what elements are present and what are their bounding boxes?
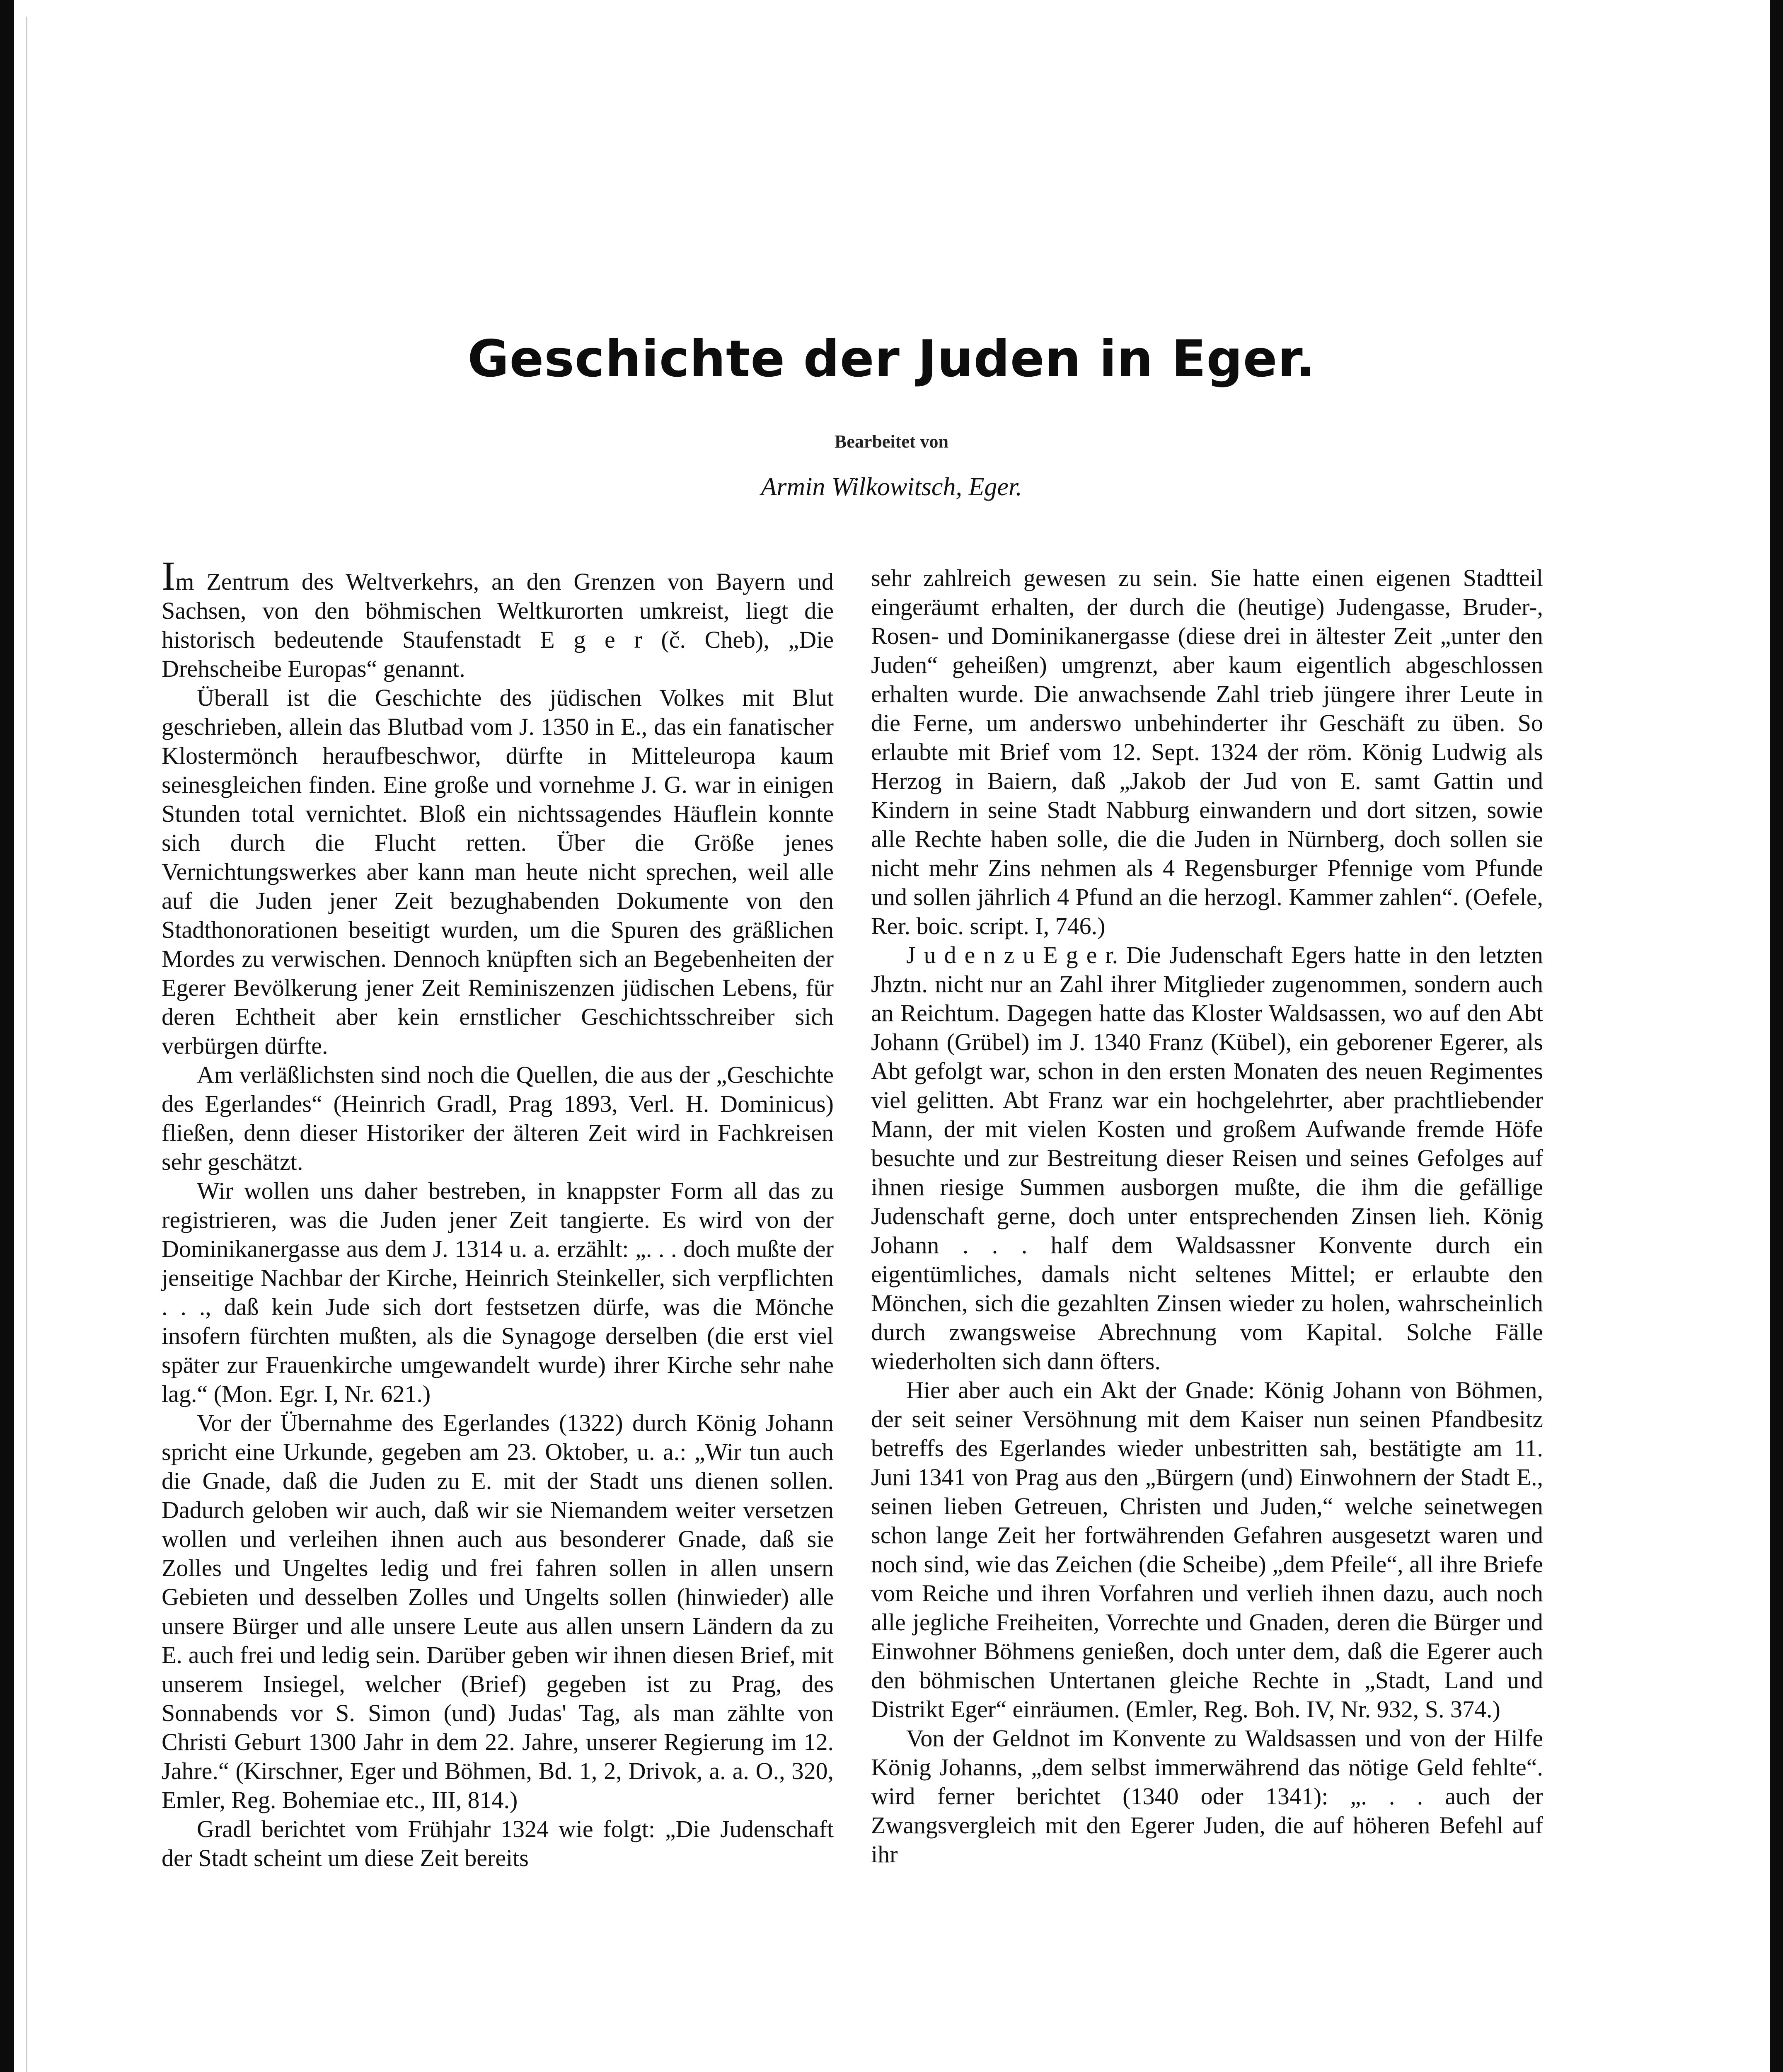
right-column [871, 564, 1543, 1869]
paragraph: Hier aber auch ein Akt der Gnade: König Johann von Böhmen, der seit seiner Versöhnung mit dem Kaiser nun seinen Pfandbesitz betreffs des Egerlandes wieder unbestritten sah, bestätigte am 11. Juni 1341 von Prag aus den „Bürgern (und) Einwohnern der Stadt E., seinen lieben Getreuen, Christen und Juden,“ welche seinetwegen schon lange Zeit her fortwährenden Gefahren ausgesetzt waren und noch sind, wie das Zeichen (die Scheibe) „dem Pfeile“, all ihre Briefe vom Reiche und ihren Vorfahren und verlieh ihnen dazu, auch noch alle jegliche Freiheiten, Vorrechte und Gnaden, deren die Bürger und Einwohner Böhmens genießen, doch unter dem, daß die Egerer auch den böhmischen Untertanen gleiche Rechte in „Stadt, Land und Distrikt Eger“ einräumen. (Emler, Reg. Boh. IV, Nr. 932, S. 374.) [871, 1377, 1543, 1723]
paragraph: Überall ist die Geschichte des jüdischen Volkes mit Blut geschrieben, allein das Blutbad vom J. 1350 in E., das ein fanatischer Klostermönch heraufbeschwor, dürfte in Mitteleuropa kaum seinesgleichen finden. Eine große und vornehme J. G. war in einigen Stunden total vernichtet. Bloß ein nichtssagendes Häuflein konnte sich durch die Flucht retten. Über die Größe jenes Vernichtungswerkes aber kann man heute nicht sprechen, weil alle auf die Juden jener Zeit bezughabenden Dokumente von den Stadthonorationen beseitigt wurden, um die Spuren des gräßlichen Mordes zu verwischen. Dennoch knüpften sich an Begebenheiten der Egerer Bevölkerung jener Zeit Reminiszenzen jüdischen Lebens, für deren Echtheit aber kein ernstlicher Geschichtsschreiber sich verbürgen dürfte. [162, 684, 834, 1059]
left-column [162, 553, 834, 1873]
page-edge-line [26, 17, 27, 2072]
byline: Bearbeitet von [835, 431, 948, 452]
paragraph-text: m Zentrum des Weltverkehrs, an den Grenzen von Bayern und Sachsen, von den böhmischen Weltkurorten umkreist, liegt die historisch bedeutende Staufenstadt E g e r (č. Cheb), „Die Drehscheibe Europas“ genannt. [162, 568, 834, 682]
paragraph: Von der Geldnot im Konvente zu Waldsassen und von der Hilfe König Johanns, „dem selbst immerwährend das nötige Geld fehlte“. wird ferner berichtet (1340 oder 1341): „. . . auch der Zwangsvergleich mit den Egerer Juden, die auf höheren Befehl auf ihr [871, 1725, 1543, 1868]
drop-cap: I [162, 553, 176, 599]
paragraph: J u d e n z u E g e r. Die Judenschaft Egers hatte in den letzten Jhztn. nicht nur an Zahl ihrer Mitglieder zugenommen, sondern auch an Reichtum. Dagegen hatte das Kloster Waldsassen, wo auf den Abt Johann (Grübel) im J. 1340 Franz (Kübel), ein geborener Egerer, als Abt gefolgt war, schon in den ersten Monaten des neuen Regimentes viel gelitten. Abt Franz war ein hochgelehrter, aber prachtliebender Mann, der mit vielen Kosten und großem Aufwande fremde Höfe besuchte und zur Bestreitung dieser Reisen und seines Gefolges auf ihnen riesige Summen ausborgen mußte, die ihm die gefällige Judenschaft gerne, doch unter entsprechenden Zinsen lieh. König Johann . . . half dem Waldsassner Konvente durch ein eigentümliches, damals nicht seltenes Mittel; er erlaubte den Mönchen, sich die gezahlten Zinsen wieder zu holen, wahrscheinlich durch zwangsweise Abrechnung vom Kapital. Solche Fälle wiederholten sich dann öfters. [871, 942, 1543, 1375]
scan-border-right [1770, 0, 1783, 2072]
article-title: Geschichte der Juden in Eger. [467, 329, 1316, 388]
paragraph: sehr zahlreich gewesen zu sein. Sie hatte einen eigenen Stadtteil eingeräumt erhalten, der durch die (heutige) Judengasse, Bruder-, Rosen- und Dominikanergasse (diese drei in ältester Zeit „unter den Juden“ geheißen) umgrenzt, aber kaum eigentlich abgeschlossen erhalten wurde. Die anwachsende Zahl trieb jüngere ihrer Leute in die Ferne, um anderswo unbehinderter ihr Geschäft zu üben. So erlaubte mit Brief vom 12. Sept. 1324 der röm. König Ludwig als Herzog in Baiern, daß „Jakob der Jud von E. samt Gattin und Kindern in seine Stadt Nabburg einwandern und dort sitzen, sowie alle Rechte haben solle, die die Juden in Nürnberg, doch sollen sie nicht mehr Zins nehmen als 4 Regensburger Pfennige vom Pfunde und sollen jährlich 4 Pfund an die herzogl. Kammer zahlen“. (Oefele, Rer. boic. script. I, 746.) [871, 564, 1543, 939]
paragraph: Wir wollen uns daher bestreben, in knappster Form all das zu registrieren, was die Juden jener Zeit tangierte. Es wird von der Dominikanergasse aus dem J. 1314 u. a. erzählt: „. . . doch mußte der jenseitige Nachbar der Kirche, Heinrich Steinkeller, sich verpflichten . . ., daß kein Jude sich dort festsetzen dürfe, was die Mönche insofern fürchten mußten, als die Synagoge derselben (die erst viel später zur Frauenkirche umgewandelt wurde) ihrer Kirche sehr nahe lag.“ (Mon. Egr. I, Nr. 621.) [162, 1177, 834, 1407]
paragraph: Vor der Übernahme des Egerlandes (1322) durch König Johann spricht eine Urkunde, gegeben am 23. Oktober, u. a.: „Wir tun auch die Gnade, daß die Juden zu E. mit der Stadt uns dienen sollen. Dadurch geloben wir auch, daß wir sie Niemandem weiter versetzen wollen und verleihen ihnen auch aus besonderer Gnade, daß sie Zolles und Ungeltes ledig und frei fahren sollen in allen unsern Gebieten und desselben Zolles und Ungelts sollen (hinwieder) alle unsere Bürger und alle unsere Leute aus allen unsern Ländern da zu E. auch frei und ledig sein. Darüber geben wir ihnen diesen Brief, mit unserem Insiegel, welcher (Brief) gegeben ist zu Prag, des Sonnabends vor S. Simon (und) Judas' Tag, als man zählte von Christi Geburt 1300 Jahr in dem 22. Jahre, unserer Regierung im 12. Jahre.“ (Kirschner, Eger und Böhmen, Bd. 1, 2, Drivok, a. a. O., 320, Emler, Reg. Bohemiae etc., III, 814.) [162, 1409, 834, 1813]
author-name: Armin Wilkowitsch, Eger. [761, 473, 1022, 501]
paragraph [162, 553, 834, 683]
paragraph: Gradl berichtet vom Frühjahr 1324 wie folgt: „Die Judenschaft der Stadt scheint um diese Zeit bereits [162, 1815, 834, 1871]
scan-border-left [0, 0, 14, 2072]
paragraph: Am verläßlichsten sind noch die Quellen, die aus der „Geschichte des Egerlandes“ (Heinrich Gradl, Prag 1893, Verl. H. Dominicus) fließen, denn dieser Historiker der älteren Zeit wird in Fachkreisen sehr geschätzt. [162, 1061, 834, 1175]
